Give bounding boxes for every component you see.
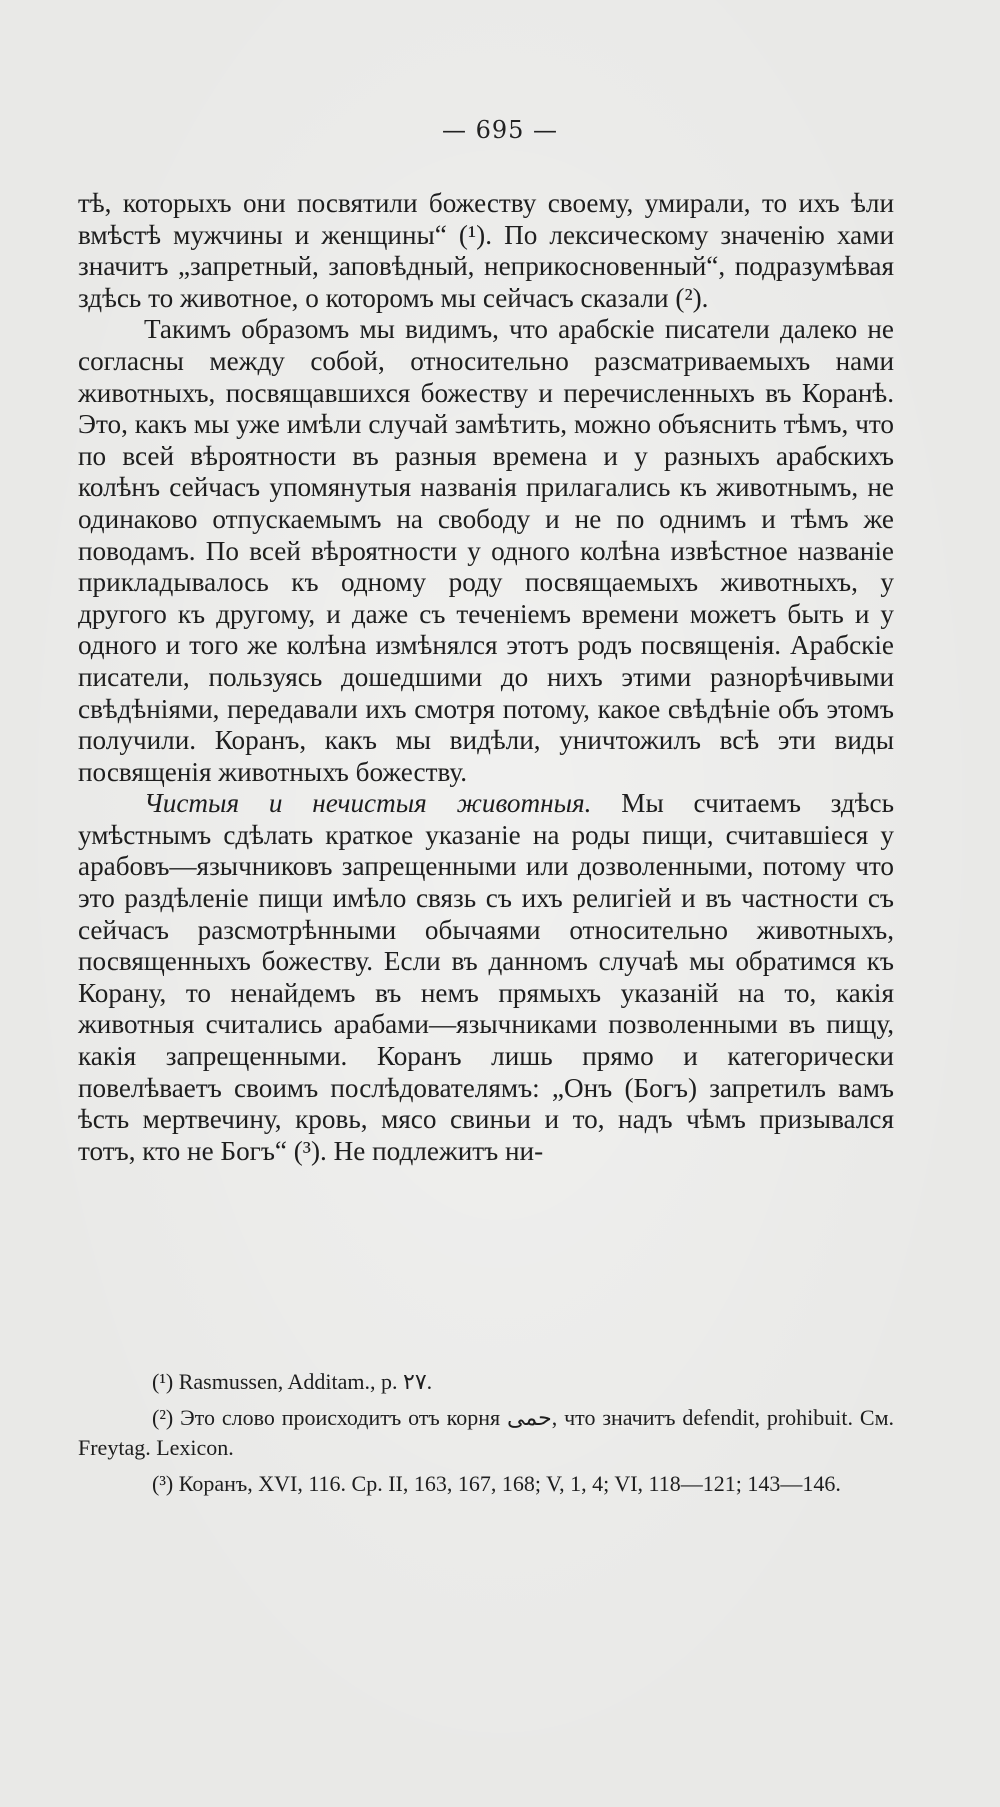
paragraph-2	[78, 314, 894, 788]
main-text	[78, 188, 894, 1167]
paragraph-3-text: Мы считаемъ здѣсь умѣстнымъ сдѣлать краткое указаніе на роды пищи, считавшіеся у арабовъ—язычниковъ запрещенными или дозволенными, потому что это раздѣленіе пищи имѣло связь съ ихъ религіей и въ частности съ сейчасъ разсмотрѣнными обычаями относительно животныхъ, посвященныхъ божеству. Если въ данномъ случаѣ мы обратимся къ Корану, то ненайдемъ въ немъ прямыхъ указаній на то, какія животныя считались арабами—язычниками позволенными въ пищу, какія запрещенными. Коранъ лишь прямо и категорически повелѣваетъ своимъ послѣдователямъ: „Онъ (Богъ) запретилъ вамъ ѣсть мертвечину, кровь, мясо свиньи и то, надъ чѣмъ призывался тотъ, кто не Богъ“ (³). Не подлежитъ ни-	[78, 788, 894, 1166]
paragraph-1-text: тѣ, которыхъ они посвятили божеству своему, умирали, то ихъ ѣли вмѣстѣ мужчины и женщины“ (¹). По лексическому значенію хами значитъ „запретный, заповѣдный, неприкосновенный“, подразумѣвая здѣсь то животное, о которомъ мы сейчасъ сказали (²).	[78, 188, 894, 313]
section-heading-inline: Чистыя и нечистыя животныя.	[144, 788, 592, 819]
paragraph-1	[78, 188, 894, 314]
footnote-1: (¹) Rasmussen, Additam., p. ٢٧.	[152, 1369, 433, 1394]
footnotes	[78, 1367, 894, 1505]
footnote-3: (³) Коранъ, XVI, 116. Ср. II, 163, 167, 168; V, 1, 4; VI, 118—121; 143—146.	[152, 1471, 841, 1496]
paragraph-3	[78, 788, 894, 1167]
page-number: — 695 —	[441, 116, 559, 144]
paragraph-2-text: Такимъ образомъ мы видимъ, что арабскіе писатели далеко не согласны между собой, относительно разсматриваемыхъ нами животныхъ, посвящавшихся божеству и перечисленныхъ въ Коранѣ. Это, какъ мы уже имѣли случай замѣтить, можно объяснить тѣмъ, что по всей вѣроятности въ разныя времена и у разныхъ арабскихъ колѣнъ сейчасъ упомянутыя названія прилагались къ животнымъ, не одинаково отпускаемымъ на свободу и не по однимъ и тѣмъ же поводамъ. По всей вѣроятности у одного колѣна извѣстное названіе прикладывалось къ одному роду посвящаемыхъ животныхъ, у другого къ другому, и даже съ теченіемъ времени можетъ быть и у одного и того же колѣна измѣнялся этотъ родъ посвященія. Арабскіе писатели, пользуясь дошедшими до нихъ этими разнорѣчивыми свѣдѣніями, передавали ихъ смотря потому, какое свѣдѣніе объ этомъ получили. Коранъ, какъ мы видѣли, уничтожилъ всѣ эти виды посвященія животныхъ божеству.	[78, 314, 894, 787]
footnote-2: (²) Это слово происходитъ отъ корня حمى, что значитъ defendit, prohibuit. См. Freytag. Lexicon.	[78, 1405, 894, 1460]
